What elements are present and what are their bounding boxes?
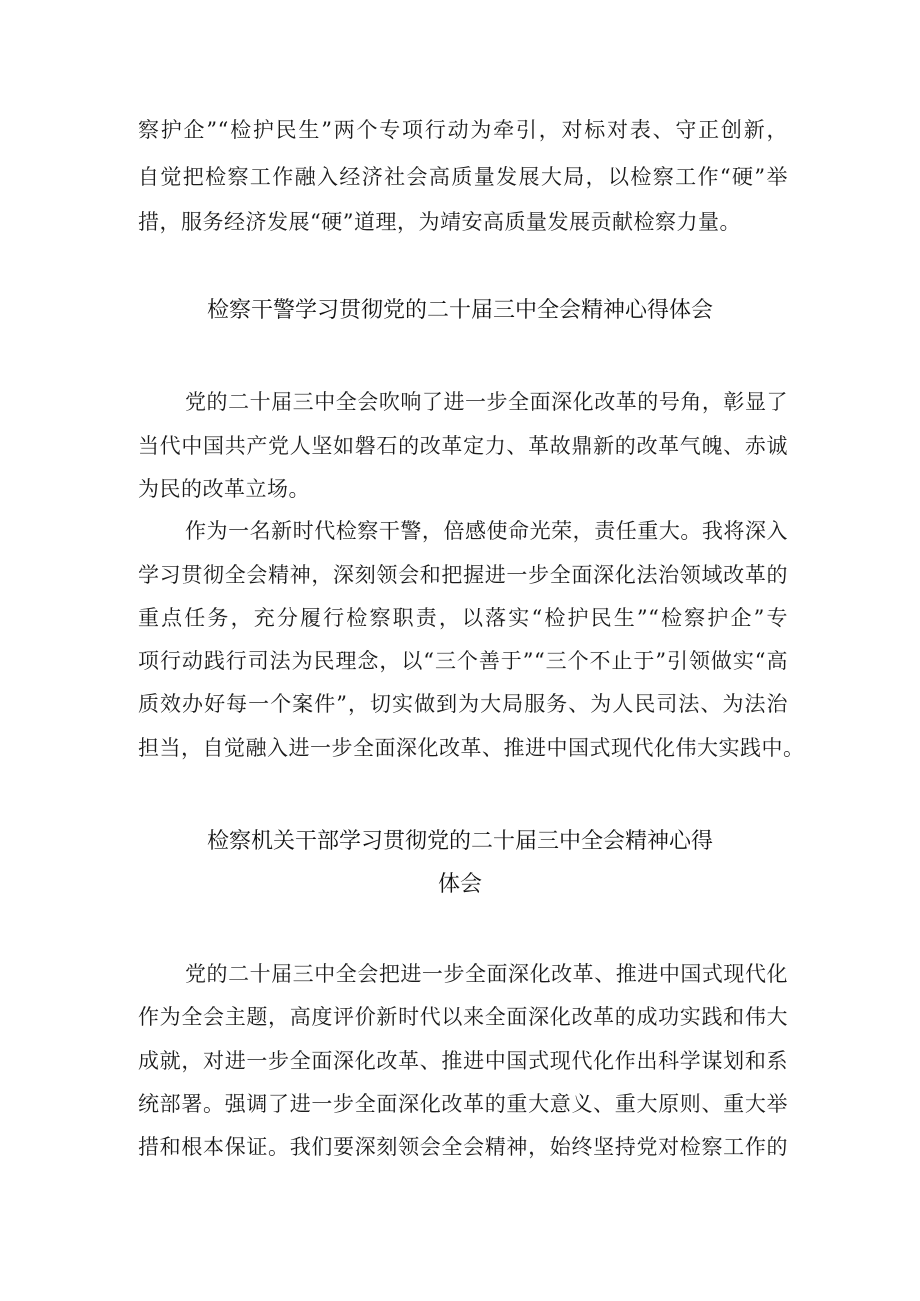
text-line: 党的二十届三中全会把进一步全面深化改革、推进中国式现代化 [185, 962, 788, 986]
section1-title: 检察干警学习贯彻党的二十届三中全会精神心得体会 [206, 298, 713, 323]
text-line: 察护企”“检护民生”两个专项行动为牵引，对标对表、守正创新， [138, 118, 788, 142]
text-line: 措，服务经济发展“硬”道理，为靖安高质量发展贡献检察力量。 [138, 210, 741, 234]
text-line: 重点任务，充分履行检察职责，以落实“检护民生”“检察护企”专 [138, 606, 788, 630]
text-line: 为民的改革立场。 [138, 477, 310, 501]
text-line: 担当，自觉融入进一步全面深化改革、推进中国式现代化伟大实践中。 [138, 736, 805, 760]
text-line: 措和根本保证。我们要深刻领会全会精神，始终坚持党对检察工作的 [138, 1135, 788, 1159]
text-line: 项行动践行司法为民理念，以“三个善于”“三个不止于”引领做实“高 [138, 649, 788, 673]
text-line: 自觉把检察工作融入经济社会高质量发展大局，以检察工作“硬”举 [138, 165, 788, 189]
text-line: 学习贯彻全会精神，深刻领会和把握进一步全面深化法治领域改革的 [138, 563, 788, 587]
text-line: 党的二十届三中全会吹响了进一步全面深化改革的号角，彰显了 [185, 390, 788, 414]
text-line: 当代中国共产党人坚如磐石的改革定力、革故鼎新的改革气魄、赤诚 [138, 434, 788, 458]
section2-title-line2: 体会 [437, 872, 482, 897]
section2-title-line1: 检察机关干部学习贯彻党的二十届三中全会精神心得 [206, 829, 713, 854]
text-line: 统部署。强调了进一步全面深化改革的重大意义、重大原则、重大举 [138, 1092, 788, 1116]
text-line: 作为全会主题，高度评价新时代以来全面深化改革的成功实践和伟大 [138, 1005, 788, 1029]
text-line: 质效办好每一个案件”，切实做到为大局服务、为人民司法、为法治 [138, 692, 788, 716]
text-line: 成就，对进一步全面深化改革、推进中国式现代化作出科学谋划和系 [138, 1049, 788, 1073]
text-line: 作为一名新时代检察干警，倍感使命光荣，责任重大。我将深入 [185, 519, 788, 543]
